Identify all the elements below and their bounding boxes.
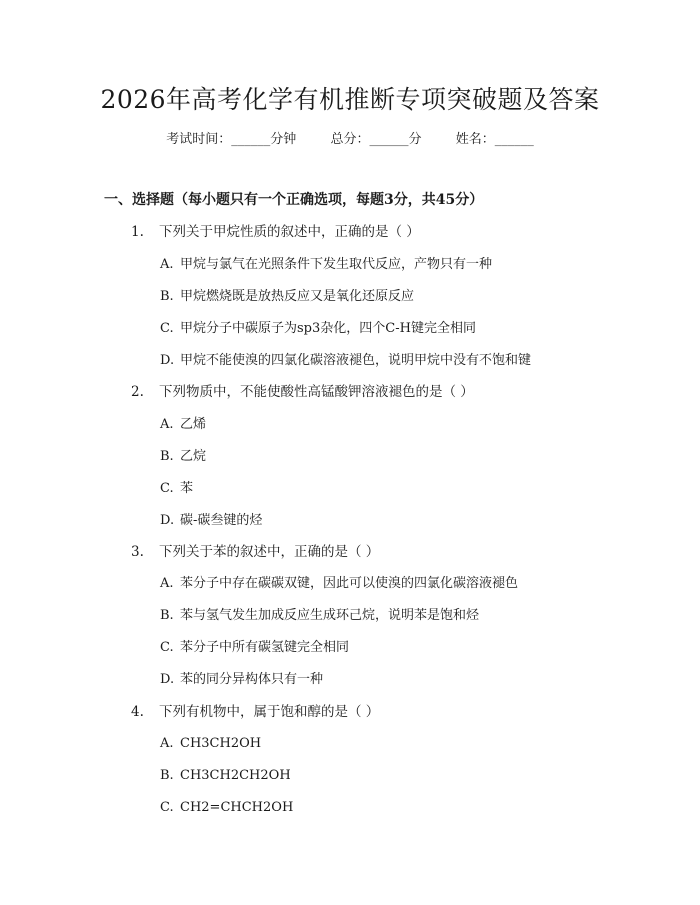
option-text: 苯 bbox=[180, 481, 194, 496]
option-text: 苯的同分异构体只有一种 bbox=[180, 672, 324, 687]
option-text: CH2=CHCH2OH bbox=[180, 800, 294, 815]
option bbox=[160, 415, 206, 435]
option-letter: C. bbox=[160, 481, 174, 496]
option-letter: D. bbox=[160, 353, 175, 368]
option-text: 乙烯 bbox=[180, 417, 207, 432]
option bbox=[160, 255, 492, 275]
option-text: 甲烷与氯气在光照条件下发生取代反应，产物只有一种 bbox=[180, 257, 493, 272]
option-letter: B. bbox=[160, 768, 174, 783]
name-field: 姓名：______ bbox=[455, 132, 534, 147]
option-letter: D. bbox=[160, 513, 175, 528]
option bbox=[160, 766, 291, 786]
option bbox=[160, 479, 193, 499]
option-letter: B. bbox=[160, 289, 174, 304]
option-text: 苯分子中所有碳氢键完全相同 bbox=[180, 640, 350, 655]
option-text: 苯分子中存在碳碳双键，因此可以使溴的四氯化碳溶液褪色 bbox=[180, 576, 519, 591]
question-number: 3. bbox=[131, 544, 144, 560]
option-text: 甲烷燃烧既是放热反应又是氧化还原反应 bbox=[180, 289, 415, 304]
question-number: 2. bbox=[131, 384, 144, 400]
question-number: 4. bbox=[131, 704, 144, 720]
question-text: 下列有机物中，属于饱和醇的是（ ） bbox=[159, 704, 380, 720]
section-heading: 一、选择题（每小题只有一个正确选项，每题3分，共45分） bbox=[104, 192, 484, 208]
option-letter: A. bbox=[160, 417, 174, 432]
option-letter: B. bbox=[160, 449, 174, 464]
option-text: 甲烷不能使溴的四氯化碳溶液褪色，说明甲烷中没有不饱和键 bbox=[180, 353, 532, 368]
question-stem bbox=[131, 542, 379, 562]
option bbox=[160, 287, 414, 307]
option-letter: A. bbox=[160, 736, 174, 751]
question-stem bbox=[131, 222, 420, 242]
option bbox=[160, 447, 206, 467]
option bbox=[160, 606, 479, 626]
question-text: 下列关于甲烷性质的叙述中，正确的是（ ） bbox=[159, 224, 420, 240]
option-text: CH3CH2CH2OH bbox=[180, 768, 291, 783]
option-letter: D. bbox=[160, 672, 175, 687]
option bbox=[160, 351, 531, 371]
question-stem bbox=[131, 702, 379, 722]
option-letter: A. bbox=[160, 257, 174, 272]
option bbox=[160, 798, 293, 818]
option-text: 乙烷 bbox=[180, 449, 207, 464]
option-letter: C. bbox=[160, 640, 174, 655]
total-score-field: 总分：______分 bbox=[330, 132, 422, 147]
option bbox=[160, 511, 262, 531]
exam-time-field: 考试时间：______分钟 bbox=[166, 132, 297, 147]
option bbox=[160, 734, 261, 754]
option-letter: C. bbox=[160, 800, 174, 815]
page-title: 2026年高考化学有机推断专项突破题及答案 bbox=[100, 85, 600, 114]
option bbox=[160, 670, 323, 690]
question-text: 下列关于苯的叙述中，正确的是（ ） bbox=[159, 544, 380, 560]
option-text: 甲烷分子中碳原子为sp3杂化，四个C-H键完全相同 bbox=[180, 321, 476, 336]
option-text: 碳-碳叁键的烃 bbox=[180, 513, 263, 528]
question-stem bbox=[131, 382, 474, 402]
question-number: 1. bbox=[131, 224, 144, 240]
option-text: CH3CH2OH bbox=[180, 736, 262, 751]
exam-meta bbox=[0, 131, 700, 149]
option bbox=[160, 638, 349, 658]
option-letter: A. bbox=[160, 576, 174, 591]
option-letter: B. bbox=[160, 608, 174, 623]
option bbox=[160, 319, 476, 339]
option-text: 苯与氢气发生加成反应生成环己烷，说明苯是饱和烃 bbox=[180, 608, 480, 623]
option-letter: C. bbox=[160, 321, 174, 336]
option bbox=[160, 574, 518, 594]
question-text: 下列物质中，不能使酸性高锰酸钾溶液褪色的是（ ） bbox=[159, 384, 474, 400]
